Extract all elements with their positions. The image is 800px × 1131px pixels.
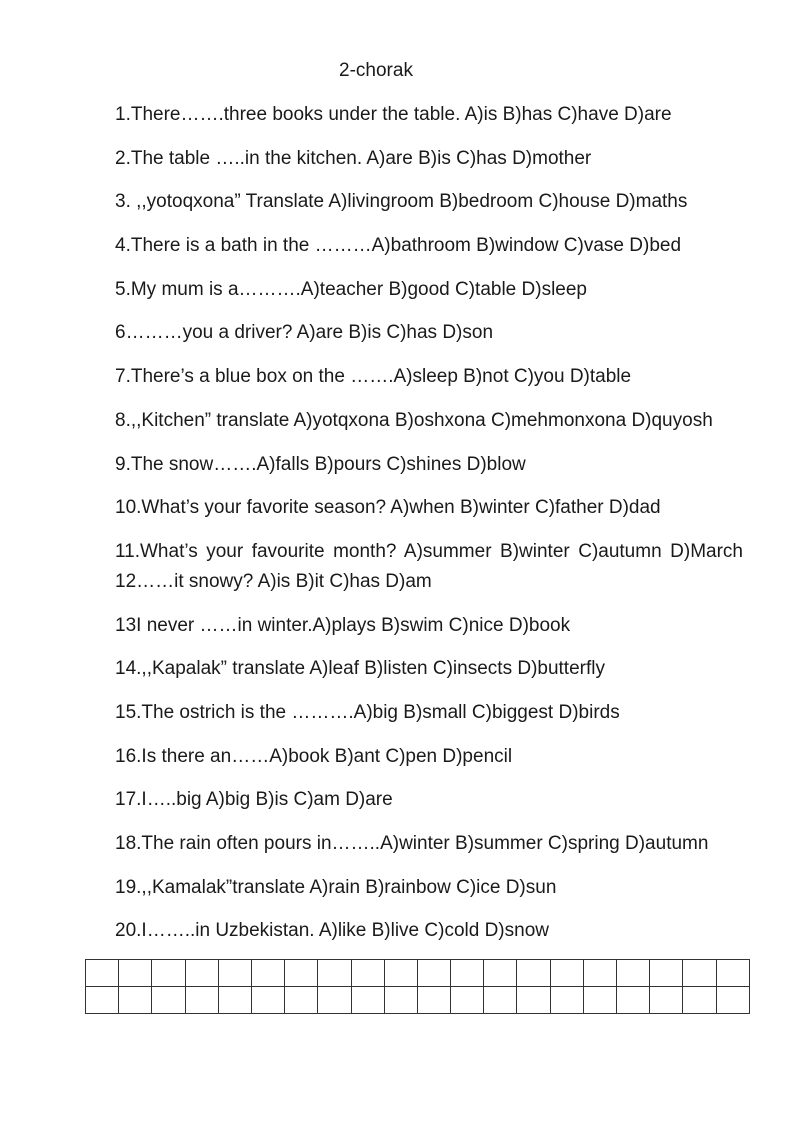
answer-cell: [550, 987, 583, 1014]
answer-cell: [517, 960, 550, 987]
question-18: 18.The rain often pours in……..A)winter B)summer C)spring D)autumn: [115, 833, 709, 854]
answer-cell: [251, 960, 284, 987]
question-14: 14.,,Kapalak” translate A)leaf B)listen C)insects D)butterfly: [115, 658, 605, 680]
answer-cell: [318, 987, 351, 1014]
answer-cell: [451, 960, 484, 987]
answer-cell: [351, 987, 384, 1014]
question-3: 3. ,,yotoqxona” Translate A)livingroom B)bedroom C)house D)maths: [115, 191, 688, 213]
answer-cell: [517, 987, 550, 1014]
answer-cell: [185, 960, 218, 987]
question-13: 13I never ……in winter.A)plays B)swim C)nice D)book: [115, 614, 571, 636]
answer-cell: [484, 960, 517, 987]
question-4: 4.There is a bath in the ………A)bathroom B)window C)vase D)bed: [115, 235, 682, 257]
answer-cell: [417, 960, 450, 987]
question-9: 9.The snow…….A)falls B)pours C)shines D)blow: [115, 453, 526, 475]
answer-grid: [85, 959, 750, 1014]
answer-cell: [218, 960, 251, 987]
answer-cell: [86, 960, 119, 987]
answer-cell: [384, 960, 417, 987]
question-11-12: 11.What’s your favourite month? A)summer B)winter C)autumn D)March 12……it snowy? A)is B)it C)has D)am: [115, 540, 743, 592]
question-8: 8.,,Kitchen” translate A)yotqxona B)oshxona C)mehmonxona D)quyosh: [115, 409, 713, 431]
answer-cell: [417, 987, 450, 1014]
question-1: 1.There…….three books under the table. A)is B)has C)have D)are: [115, 104, 672, 125]
question-10: 10.What’s your favorite season? A)when B)winter C)father D)dad: [115, 497, 661, 519]
answer-cell: [650, 987, 683, 1014]
question-16: 16.Is there an……A)book B)ant C)pen D)pencil: [115, 745, 513, 767]
page-title: 2-chorak: [339, 60, 413, 81]
answer-cell: [218, 987, 251, 1014]
answer-cell: [451, 987, 484, 1014]
answer-grid-row: [86, 960, 750, 987]
question-2: 2.The table …..in the kitchen. A)are B)is C)has D)mother: [115, 147, 592, 169]
question-5: 5.My mum is a……….A)teacher B)good C)table D)sleep: [115, 278, 587, 300]
question-7: 7.There’s a blue box on the …….A)sleep B)not C)you D)table: [115, 366, 632, 388]
answer-cell: [683, 987, 716, 1014]
answer-cell: [583, 960, 616, 987]
answer-cell: [384, 987, 417, 1014]
question-15: 15.The ostrich is the ……….A)big B)small C)biggest D)birds: [115, 701, 620, 723]
answer-cell: [650, 960, 683, 987]
answer-grid-row: [86, 987, 750, 1014]
question-6: 6………you a driver? A)are B)is C)has D)son: [115, 322, 494, 344]
question-20: 20.I……..in Uzbekistan. A)like B)live C)cold D)snow: [115, 920, 549, 942]
answer-cell: [185, 987, 218, 1014]
question-17: 17.I…..big A)big B)is C)am D)are: [115, 789, 393, 811]
answer-cell: [583, 987, 616, 1014]
answer-cell: [351, 960, 384, 987]
answer-cell: [484, 987, 517, 1014]
answer-cell: [716, 960, 749, 987]
answer-cell: [318, 960, 351, 987]
answer-cell: [716, 987, 749, 1014]
answer-cell: [617, 960, 650, 987]
question-list: [115, 100, 743, 960]
answer-cell: [617, 987, 650, 1014]
answer-cell: [683, 960, 716, 987]
answer-cell: [285, 960, 318, 987]
answer-cell: [152, 987, 185, 1014]
answer-cell: [251, 987, 284, 1014]
answer-cell: [86, 987, 119, 1014]
answer-cell: [119, 960, 152, 987]
answer-cell: [285, 987, 318, 1014]
answer-cell: [550, 960, 583, 987]
question-19: 19.,,Kamalak”translate A)rain B)rainbow C)ice D)sun: [115, 876, 557, 898]
answer-cell: [152, 960, 185, 987]
answer-cell: [119, 987, 152, 1014]
